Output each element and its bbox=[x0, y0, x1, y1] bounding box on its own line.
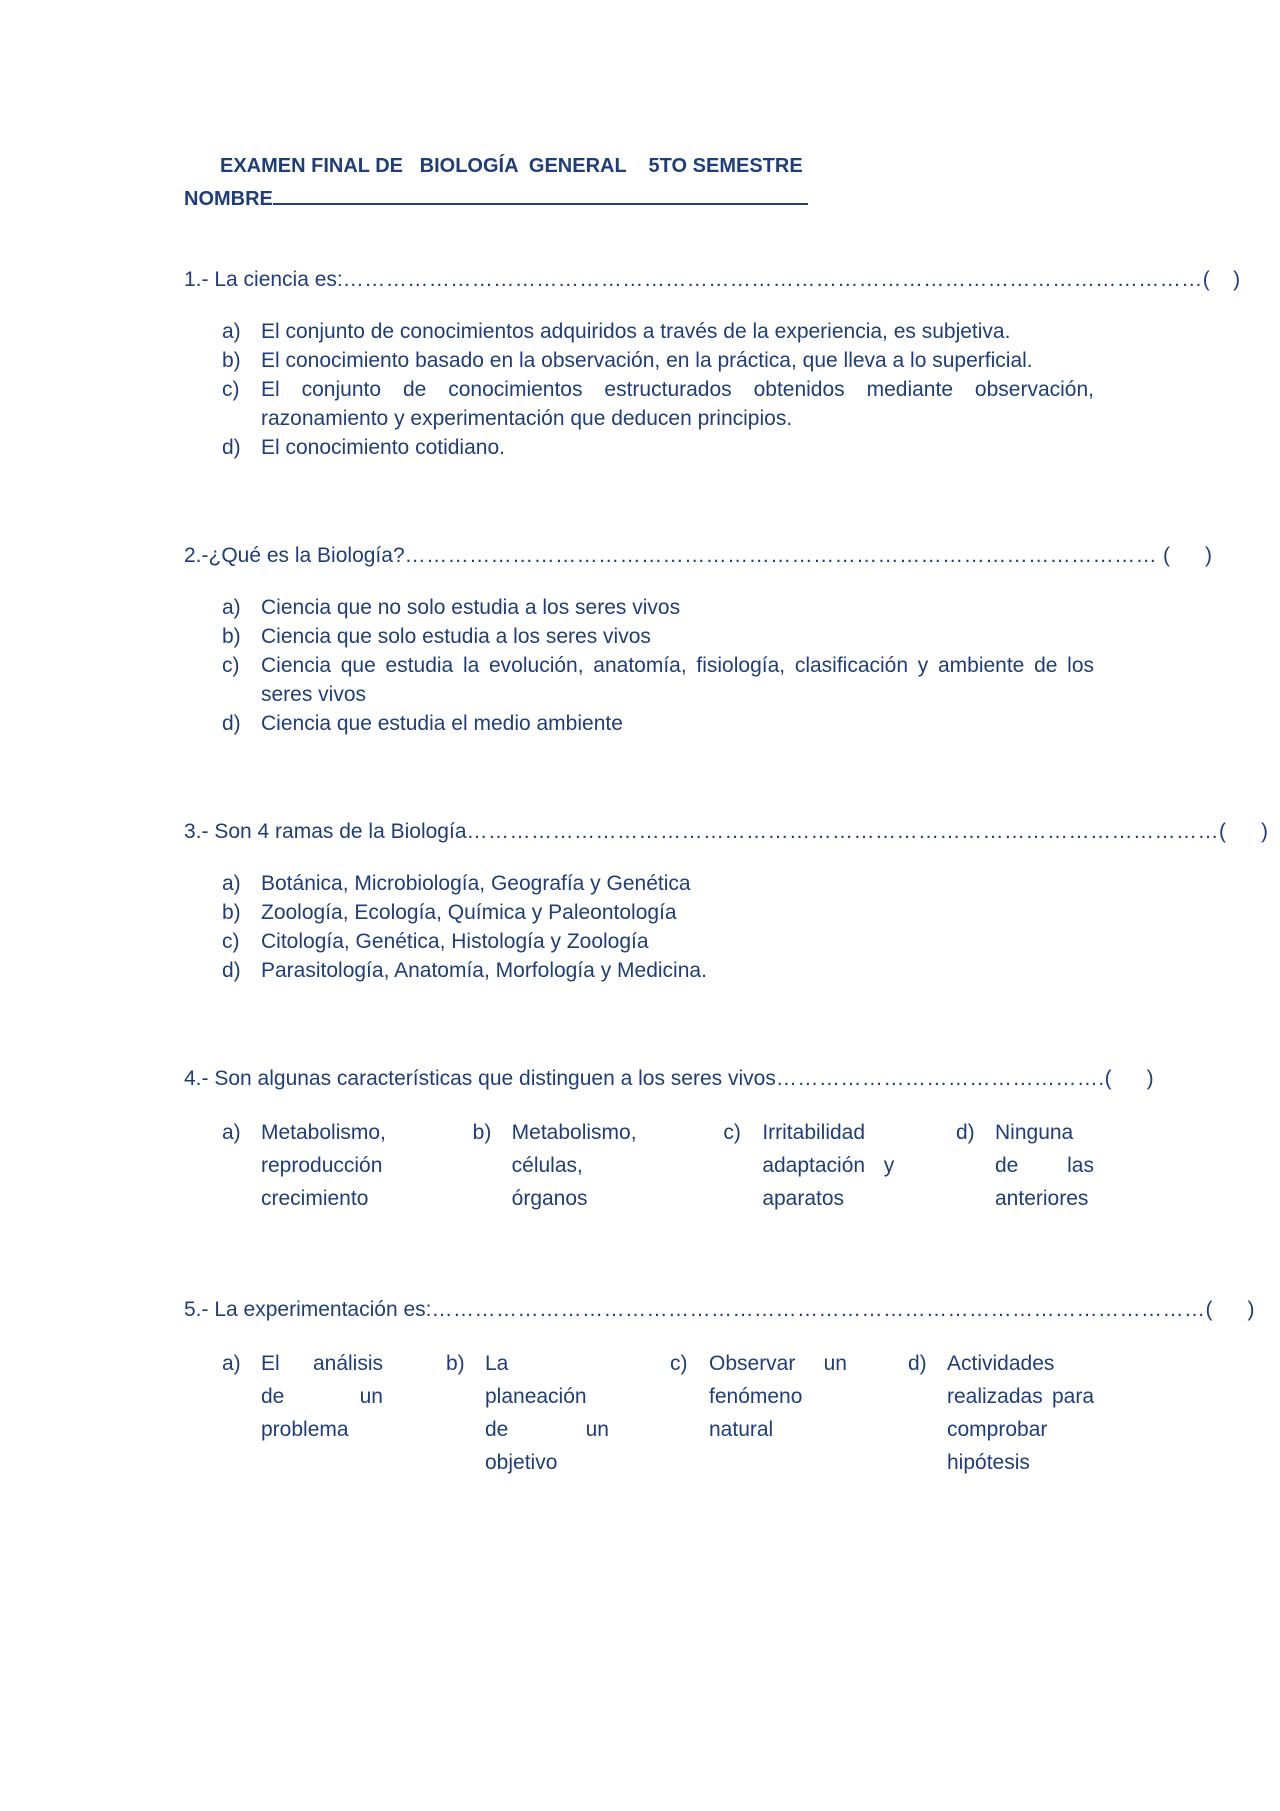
option-letter: b) bbox=[222, 625, 241, 648]
question-stem bbox=[184, 1298, 1255, 1322]
option-a[interactable] bbox=[222, 869, 1094, 898]
options-columns bbox=[222, 1347, 1094, 1479]
option-letter: a) bbox=[222, 1352, 241, 1375]
option-letter: d) bbox=[222, 436, 241, 459]
answer-box[interactable]: ( ) bbox=[1104, 1067, 1154, 1090]
option-letter: d) bbox=[222, 712, 241, 735]
option-a[interactable] bbox=[222, 593, 1094, 622]
question-stem bbox=[184, 1067, 1154, 1091]
answer-box[interactable]: ( ) bbox=[1202, 268, 1241, 291]
option-text: El análisis de un problema bbox=[261, 1352, 383, 1441]
option-text: Ciencia que estudia el medio ambiente bbox=[261, 712, 623, 735]
option-letter: c) bbox=[670, 1352, 688, 1375]
name-underline[interactable] bbox=[273, 185, 808, 205]
leader-dots: ………………………………………………………………………………………………………… bbox=[342, 268, 1203, 291]
question-text: 4.- Son algunas características que distinguen a los seres vivos bbox=[184, 1067, 776, 1090]
option-text: Botánica, Microbiología, Geografía y Genética bbox=[261, 872, 691, 895]
option-letter: a) bbox=[222, 1121, 241, 1144]
option-letter: d) bbox=[908, 1352, 927, 1375]
leader-dots: …………………………………………………………………………………………… bbox=[466, 820, 1219, 843]
exam-title: EXAMEN FINAL DE BIOLOGÍA GENERAL 5TO SEMESTRE bbox=[220, 155, 803, 177]
option-letter: a) bbox=[222, 872, 241, 895]
option-text: Ninguna de las anteriores bbox=[995, 1121, 1094, 1210]
option-letter: c) bbox=[222, 654, 240, 677]
question-stem bbox=[184, 820, 1268, 844]
option-text: Observar un fenómeno natural bbox=[709, 1352, 847, 1441]
option-text: Citología, Genética, Histología y Zoología bbox=[261, 930, 649, 953]
name-label: NOMBRE bbox=[184, 188, 273, 210]
option-text: Actividades realizadas para comprobar hipótesis bbox=[947, 1352, 1094, 1474]
option-letter: a) bbox=[222, 596, 241, 619]
option-text: Ciencia que solo estudia a los seres vivos bbox=[261, 625, 651, 648]
answer-box[interactable]: ( ) bbox=[1205, 1298, 1255, 1321]
option-d[interactable] bbox=[222, 433, 1094, 462]
question-stem bbox=[184, 268, 1241, 292]
option-text: Zoología, Ecología, Química y Paleontología bbox=[261, 901, 677, 924]
option-d[interactable] bbox=[908, 1347, 1094, 1479]
leader-dots: ……………………………………………………………………………………………… bbox=[431, 1298, 1206, 1321]
question-text: 1.- La ciencia es: bbox=[184, 268, 343, 291]
option-text: Irritabilidad adaptación y aparatos bbox=[762, 1121, 895, 1210]
options-list bbox=[222, 317, 1094, 462]
option-letter: d) bbox=[956, 1121, 975, 1144]
option-text: Metabolismo, reproducción crecimiento bbox=[261, 1121, 386, 1210]
option-c[interactable] bbox=[723, 1116, 915, 1215]
option-b[interactable] bbox=[446, 1347, 628, 1479]
option-text: Ciencia que estudia la evolución, anatomía, fisiología, clasificación y ambiente de los seres vivos bbox=[261, 654, 1094, 706]
answer-box[interactable]: ( ) bbox=[1219, 820, 1268, 843]
option-letter: b) bbox=[446, 1352, 465, 1375]
option-letter: b) bbox=[472, 1121, 492, 1144]
option-a[interactable] bbox=[222, 317, 1094, 346]
question-4 bbox=[184, 1067, 1154, 1215]
option-d[interactable] bbox=[956, 1116, 1094, 1215]
option-text: Parasitología, Anatomía, Morfología y Medicina. bbox=[261, 959, 707, 982]
leader-dots: ………………………………………. bbox=[775, 1067, 1105, 1090]
option-a[interactable] bbox=[222, 1347, 404, 1479]
option-letter: b) bbox=[222, 901, 241, 924]
option-text: La planeación de un objetivo bbox=[485, 1352, 609, 1474]
option-letter: a) bbox=[222, 320, 241, 343]
option-c[interactable] bbox=[222, 651, 1094, 709]
option-d[interactable] bbox=[222, 956, 1094, 985]
option-text: El conocimiento basado en la observación, en la práctica, que lleva a lo superficial. bbox=[261, 349, 1033, 372]
option-text: El conocimiento cotidiano. bbox=[261, 436, 505, 459]
option-text: Ciencia que no solo estudia a los seres vivos bbox=[261, 596, 681, 619]
option-a[interactable] bbox=[222, 1116, 432, 1215]
option-text: Metabolismo, células, órganos bbox=[511, 1121, 637, 1210]
option-b[interactable] bbox=[222, 898, 1094, 927]
option-letter: c) bbox=[222, 930, 240, 953]
question-5 bbox=[184, 1298, 1255, 1479]
option-letter: c) bbox=[222, 378, 240, 401]
options-list bbox=[222, 869, 1094, 985]
option-d[interactable] bbox=[222, 709, 1094, 738]
question-text: 2.-¿Qué es la Biología? bbox=[184, 544, 405, 567]
option-b[interactable] bbox=[222, 622, 1094, 651]
option-letter: d) bbox=[222, 959, 241, 982]
option-b[interactable] bbox=[222, 346, 1094, 375]
question-3 bbox=[184, 820, 1268, 985]
option-c[interactable] bbox=[670, 1347, 866, 1479]
option-c[interactable] bbox=[222, 375, 1094, 433]
option-text: El conjunto de conocimientos estructurados obtenidos mediante observación, razonamiento y experimentación que deducen principios. bbox=[261, 378, 1094, 430]
leader-dots: …………………………………………………………………………………………… bbox=[404, 544, 1158, 567]
option-letter: c) bbox=[723, 1121, 741, 1144]
options-columns bbox=[222, 1116, 1094, 1215]
question-stem bbox=[184, 544, 1212, 568]
option-b[interactable] bbox=[473, 1116, 683, 1215]
answer-box[interactable]: ( ) bbox=[1157, 544, 1212, 567]
options-list bbox=[222, 593, 1094, 738]
option-c[interactable] bbox=[222, 927, 1094, 956]
name-field bbox=[184, 185, 808, 211]
question-2 bbox=[184, 544, 1212, 738]
question-1 bbox=[184, 268, 1241, 462]
option-letter: b) bbox=[222, 349, 241, 372]
question-text: 5.- La experimentación es: bbox=[184, 1298, 432, 1321]
option-text: El conjunto de conocimientos adquiridos a través de la experiencia, es subjetiva. bbox=[261, 320, 1011, 343]
question-text: 3.- Son 4 ramas de la Biología bbox=[184, 820, 467, 843]
